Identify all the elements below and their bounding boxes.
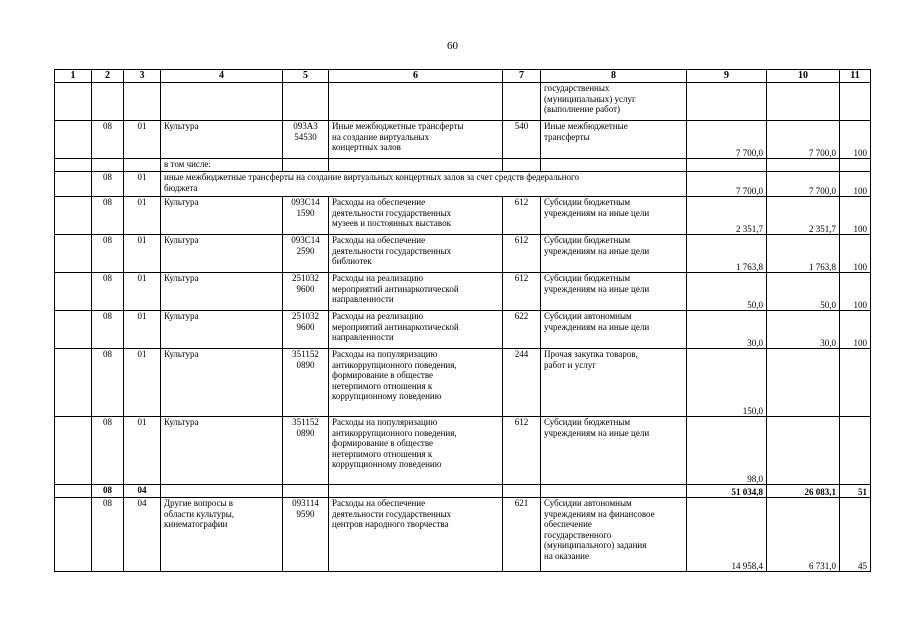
table-cell-c10: 30,0 [767, 311, 840, 349]
header-cell: 1 [55, 70, 92, 83]
table-row [55, 417, 871, 485]
header-cell: 6 [329, 70, 503, 83]
table-cell-c3: 01 [124, 172, 161, 197]
table-cell-c7 [503, 83, 541, 121]
table-cell-c8: Субсидии бюджетным учреждениям на иные цели [541, 273, 687, 311]
table-cell-c5: 251032 9600 [283, 273, 329, 311]
table-cell-c7: 612 [503, 273, 541, 311]
table-row [55, 273, 871, 311]
table-cell-c1 [55, 197, 92, 235]
table-cell-c5 [283, 485, 329, 498]
table-cell-c1 [55, 349, 92, 417]
table-cell-c1 [55, 273, 92, 311]
header-row [55, 70, 871, 83]
table-cell-c5: 093А3 54530 [283, 121, 329, 159]
table-cell-c8: Субсидии автономным учреждениям на финансовое обеспечение государственного (муниципального) задания на оказание [541, 498, 687, 572]
table-cell-c9: 50,0 [687, 273, 767, 311]
table-cell-c7: 622 [503, 311, 541, 349]
table-cell-c3: 01 [124, 273, 161, 311]
table-cell-c11: 100 [840, 172, 871, 197]
table-cell-c3: 01 [124, 349, 161, 417]
header-cell: 9 [687, 70, 767, 83]
header-cell: 5 [283, 70, 329, 83]
table-cell-c11: 100 [840, 311, 871, 349]
table-row [55, 235, 871, 273]
table-cell-c1 [55, 417, 92, 485]
table-cell-c2: 08 [92, 121, 124, 159]
table-cell-c3 [124, 83, 161, 121]
table-cell-c11 [840, 159, 871, 172]
table-cell-span_text: иные межбюджетные трансферты на создание виртуальных концертных залов за счет средств федерального бюджета [161, 172, 687, 197]
table-cell-c9: 1 763,8 [687, 235, 767, 273]
table-cell-c9: 14 958,4 [687, 498, 767, 572]
table-cell-c10 [767, 159, 840, 172]
header-cell: 3 [124, 70, 161, 83]
table-cell-c4 [161, 83, 283, 121]
table-cell-c2 [92, 159, 124, 172]
budget-table [54, 69, 871, 572]
table-cell-c7 [503, 159, 541, 172]
table-cell-c10: 26 083,1 [767, 485, 840, 498]
table-cell-c3: 04 [124, 498, 161, 572]
table-cell-c7: 244 [503, 349, 541, 417]
table-cell-c4: Культура [161, 121, 283, 159]
table-cell-c2: 08 [92, 417, 124, 485]
table-cell-c1 [55, 121, 92, 159]
table-cell-c11 [840, 417, 871, 485]
table-cell-c9 [687, 83, 767, 121]
table-cell-c2: 08 [92, 172, 124, 197]
table-cell-c3: 01 [124, 235, 161, 273]
table-cell-c5: 093114 9590 [283, 498, 329, 572]
table-cell-c10: 2 351,7 [767, 197, 840, 235]
table-cell-c6 [329, 83, 503, 121]
header-cell: 10 [767, 70, 840, 83]
header-cell: 7 [503, 70, 541, 83]
table-cell-c1 [55, 485, 92, 498]
table-cell-c9: 7 700,0 [687, 121, 767, 159]
table-cell-c10 [767, 349, 840, 417]
table-cell-c6: Расходы на реализацию мероприятий антинаркотической направленности [329, 311, 503, 349]
table-cell-c4 [161, 485, 283, 498]
table-cell-c4: Культура [161, 197, 283, 235]
table-row [55, 498, 871, 572]
table-cell-c11: 100 [840, 121, 871, 159]
table-cell-c11: 100 [840, 197, 871, 235]
table-cell-c6 [329, 485, 503, 498]
table-cell-c4: Культура [161, 311, 283, 349]
table-cell-c2: 08 [92, 235, 124, 273]
table-cell-c1 [55, 83, 92, 121]
table-cell-c9: 2 351,7 [687, 197, 767, 235]
table-cell-c7: 612 [503, 235, 541, 273]
table-cell-c10 [767, 83, 840, 121]
table-cell-c7: 612 [503, 197, 541, 235]
table-cell-c8: Субсидии бюджетным учреждениям на иные цели [541, 235, 687, 273]
table-cell-c2: 08 [92, 311, 124, 349]
table-cell-c8: Субсидии бюджетным учреждениям на иные цели [541, 417, 687, 485]
header-cell: 4 [161, 70, 283, 83]
table-cell-c9: 51 034,8 [687, 485, 767, 498]
table-cell-c4: Другие вопросы в области культуры, кинематографии [161, 498, 283, 572]
table-cell-c6: Расходы на популяризацию антикоррупционного поведения, формирование в обществе нетерпимого отношения к коррупционному поведению [329, 417, 503, 485]
table-cell-c11: 51 [840, 485, 871, 498]
table-cell-c10: 7 700,0 [767, 121, 840, 159]
table-cell-c8: государственных (муниципальных) услуг (выполнение работ) [541, 83, 687, 121]
table-cell-c2 [92, 83, 124, 121]
table-cell-c1 [55, 172, 92, 197]
table-row [55, 311, 871, 349]
header-cell: 11 [840, 70, 871, 83]
table-cell-c1 [55, 235, 92, 273]
table-cell-c5: 351152 0890 [283, 417, 329, 485]
table-cell-c4: Культура [161, 349, 283, 417]
table-cell-c9: 7 700,0 [687, 172, 767, 197]
table-cell-c3: 01 [124, 417, 161, 485]
table-cell-c3: 04 [124, 485, 161, 498]
table-cell-c10 [767, 417, 840, 485]
table-cell-c1 [55, 498, 92, 572]
table-row [55, 83, 871, 121]
table-cell-c2: 08 [92, 485, 124, 498]
table-row [55, 159, 871, 172]
table-cell-c5 [283, 83, 329, 121]
table-cell-c3 [124, 159, 161, 172]
table-cell-c6: Расходы на обеспечение деятельности государственных музеев и постоянных выставок [329, 197, 503, 235]
page-number: 60 [447, 40, 458, 52]
table-cell-c8: Прочая закупка товаров, работ и услуг [541, 349, 687, 417]
table-cell-c7: 540 [503, 121, 541, 159]
table-cell-c4: Культура [161, 235, 283, 273]
table-cell-c4: в том числе: [161, 159, 283, 172]
table-row [55, 197, 871, 235]
table-cell-c11 [840, 83, 871, 121]
table-cell-c11: 45 [840, 498, 871, 572]
table-cell-c2: 08 [92, 197, 124, 235]
table-cell-c5: 093С14 1590 [283, 197, 329, 235]
table-cell-c2: 08 [92, 273, 124, 311]
table-cell-c8: Субсидии автономным учреждениям на иные цели [541, 311, 687, 349]
table-cell-c2: 08 [92, 349, 124, 417]
table-cell-c10: 7 700,0 [767, 172, 840, 197]
table-cell-c7: 621 [503, 498, 541, 572]
table-cell-c6: Расходы на реализацию мероприятий антинаркотической направленности [329, 273, 503, 311]
table-cell-c8: Иные межбюджетные трансферты [541, 121, 687, 159]
table-cell-c5: 251032 9600 [283, 311, 329, 349]
table-cell-c1 [55, 159, 92, 172]
table-cell-c5: 093С14 2590 [283, 235, 329, 273]
table-cell-c8 [541, 485, 687, 498]
table-cell-c11: 100 [840, 273, 871, 311]
table-cell-c11: 100 [840, 235, 871, 273]
table-cell-c3: 01 [124, 311, 161, 349]
table-row [55, 349, 871, 417]
table-cell-c6 [329, 159, 503, 172]
table-cell-c10: 6 731,0 [767, 498, 840, 572]
table-cell-c6: Иные межбюджетные трансферты на создание виртуальных концертных залов [329, 121, 503, 159]
table-cell-c9: 98,0 [687, 417, 767, 485]
table-cell-c7: 612 [503, 417, 541, 485]
table-cell-c3: 01 [124, 121, 161, 159]
table-cell-c4: Культура [161, 273, 283, 311]
table-cell-c6: Расходы на обеспечение деятельности государственных библиотек [329, 235, 503, 273]
table-cell-c11 [840, 349, 871, 417]
table-cell-c6: Расходы на обеспечение деятельности государственных центров народного творчества [329, 498, 503, 572]
table-row [55, 172, 871, 197]
table-cell-c2: 08 [92, 498, 124, 572]
table-cell-c9: 150,0 [687, 349, 767, 417]
table-cell-c10: 50,0 [767, 273, 840, 311]
table-cell-c9 [687, 159, 767, 172]
table-row [55, 485, 871, 498]
table-cell-c10: 1 763,8 [767, 235, 840, 273]
header-cell: 8 [541, 70, 687, 83]
table-cell-c5: 351152 0890 [283, 349, 329, 417]
table-row [55, 121, 871, 159]
table-cell-c8: Субсидии бюджетным учреждениям на иные цели [541, 197, 687, 235]
table-cell-c8 [541, 159, 687, 172]
table-cell-c4: Культура [161, 417, 283, 485]
table-cell-c3: 01 [124, 197, 161, 235]
header-cell: 2 [92, 70, 124, 83]
table-cell-c1 [55, 311, 92, 349]
table-cell-c5 [283, 159, 329, 172]
table-cell-c9: 30,0 [687, 311, 767, 349]
table-cell-c7 [503, 485, 541, 498]
table-cell-c6: Расходы на популяризацию антикоррупционного поведения, формирование в обществе нетерпимого отношения к коррупционному поведению [329, 349, 503, 417]
